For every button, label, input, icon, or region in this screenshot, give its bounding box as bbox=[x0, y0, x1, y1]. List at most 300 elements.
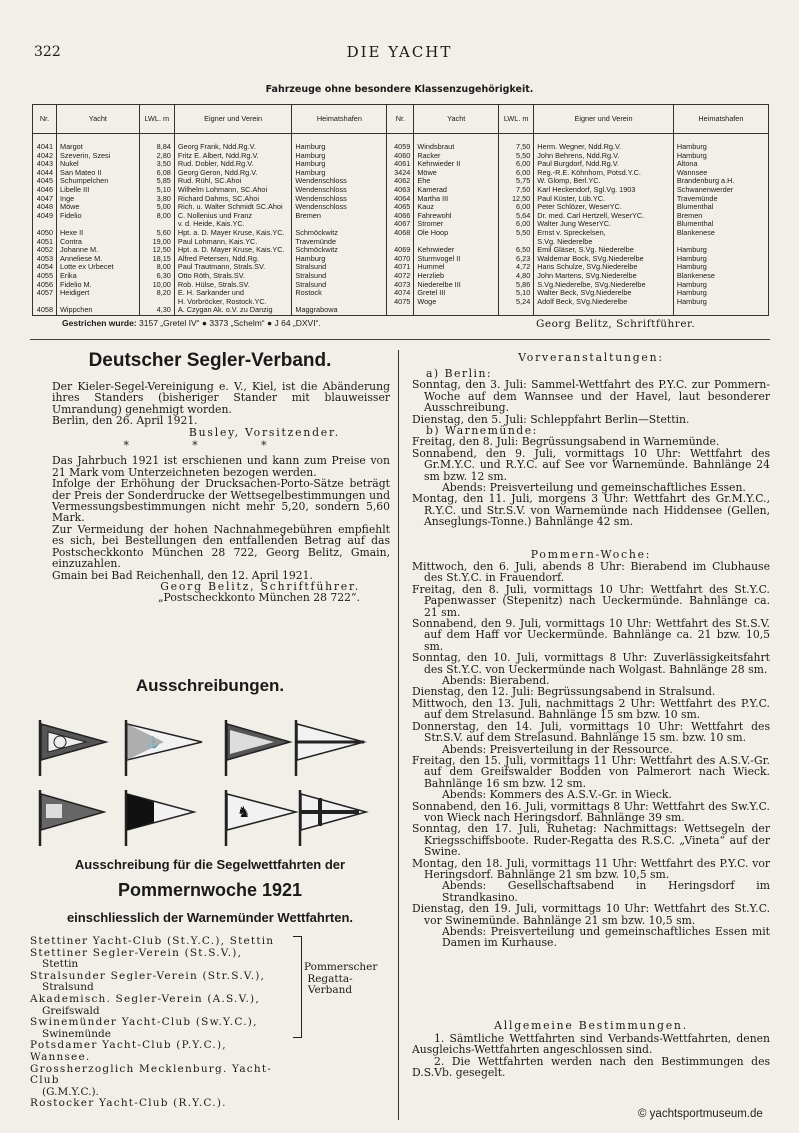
removed-label: Gestrichen wurde: bbox=[62, 318, 137, 328]
row-heimat: Schmöckwitz bbox=[292, 229, 387, 238]
club-entry: Stettiner Segler-Verein (St.S.V.), bbox=[30, 946, 243, 959]
row-eigner: Hpt. a. D. Mayer Kruse, Kais.YC. bbox=[174, 229, 292, 238]
dsv-heading: Deutscher Segler-Verband. bbox=[88, 350, 332, 371]
header-heimat: Heimatshafen bbox=[292, 105, 387, 134]
row-yacht: Lotte ex Urbecet bbox=[57, 263, 140, 272]
row-heimat: Wannsee bbox=[673, 169, 768, 178]
row-yacht: Schumpelchen bbox=[57, 177, 140, 186]
header-lwl: LWL. m bbox=[139, 105, 174, 134]
row-nr: 4074 bbox=[387, 289, 414, 298]
club-entry: Stralsunder Segler-Verein (Str.S.V.), bbox=[30, 969, 266, 982]
row-eigner: Walter Jung WeserYC. bbox=[534, 220, 674, 229]
row-heimat bbox=[673, 238, 768, 247]
club-entry: Akademisch. Segler-Verein (A.S.V.), bbox=[30, 992, 260, 1005]
row-eigner: S.Vg. Niederelbe bbox=[534, 238, 674, 247]
row-heimat bbox=[292, 220, 387, 229]
row-lwl bbox=[499, 306, 534, 315]
row-nr: 4042 bbox=[33, 152, 57, 161]
flag-rostocker-yacht-club bbox=[300, 790, 366, 846]
header-yacht: Yacht bbox=[57, 105, 140, 134]
row-yacht: Windsbraut bbox=[414, 134, 499, 152]
header-nr: Nr. bbox=[387, 105, 414, 134]
ausschreibung-title-1: Ausschreibung für die Segelwettfahrten der bbox=[74, 857, 346, 872]
row-eigner: Adolf Beck, SVg.Niederelbe bbox=[534, 298, 674, 307]
row-yacht: Kamerad bbox=[414, 186, 499, 195]
row-heimat: Stralsund bbox=[292, 263, 387, 272]
row-yacht: Stromer bbox=[414, 220, 499, 229]
row-nr: 4046 bbox=[33, 186, 57, 195]
dsv-paragraph: Der Kieler-Segel-Vereinigung e. V., Kiel, ist die Abänderung ihres Standers (bisheriger Stander mit blauweisser Umrandung) genehmigt worden. bbox=[52, 380, 390, 416]
table-row bbox=[33, 298, 769, 307]
row-eigner: Wilhelm Lohmann, SC.Ahoi bbox=[174, 186, 292, 195]
flag-akademischer-segler-verein bbox=[296, 720, 364, 776]
row-eigner: E. H. Sarkander und bbox=[174, 289, 292, 298]
row-nr: 4041 bbox=[33, 134, 57, 152]
flag-mecklenburg-yacht-club bbox=[226, 790, 296, 846]
row-nr: 4048 bbox=[33, 203, 57, 212]
row-heimat: Hamburg bbox=[292, 152, 387, 161]
table-row bbox=[33, 229, 769, 238]
row-lwl bbox=[139, 298, 174, 307]
row-eigner: Rich. u. Walter Schmidt SC.Ahoi bbox=[174, 203, 292, 212]
row-yacht: Martha III bbox=[414, 195, 499, 204]
club-list bbox=[30, 936, 290, 1110]
row-eigner: Hans Schulze, SVg.Niederelbe bbox=[534, 263, 674, 272]
row-yacht: San Mateo II bbox=[57, 169, 140, 178]
row-nr: 4044 bbox=[33, 169, 57, 178]
row-heimat: Bremen bbox=[673, 212, 768, 221]
row-heimat: Wendenschloss bbox=[292, 177, 387, 186]
header-eigner: Eigner und Verein bbox=[174, 105, 292, 134]
event-entry: Donnerstag, den 14. Juli, vormittags 10 Uhr: Wettfahrt des Str.S.V. auf dem Strelasund. Bahnlänge 15 sm. bzw. 10 sm. bbox=[412, 719, 770, 745]
table-row bbox=[33, 195, 769, 204]
row-nr: 4052 bbox=[33, 246, 57, 255]
row-yacht: Möwe bbox=[414, 169, 499, 178]
row-eigner: Fritz E. Albert, Ndd.Rg.V. bbox=[174, 152, 292, 161]
row-lwl: 6,30 bbox=[139, 272, 174, 281]
row-yacht bbox=[57, 220, 140, 229]
row-heimat: Maggrabowa bbox=[292, 306, 387, 315]
event-entry: Sonntag, den 17. Juli, Ruhetag: Nachmittags: Wettsegeln der Kriegsschiffsboote. Ruder-Regatta des R.S.C. „Vineta“ auf der Swine. bbox=[412, 822, 770, 859]
row-nr bbox=[33, 298, 57, 307]
row-nr: 4047 bbox=[33, 195, 57, 204]
row-nr: 4061 bbox=[387, 160, 414, 169]
row-yacht: Hummel bbox=[414, 263, 499, 272]
row-heimat: Bremen bbox=[292, 212, 387, 221]
row-heimat: Hamburg bbox=[673, 281, 768, 290]
watermark: © yachtsportmuseum.de bbox=[638, 1108, 763, 1120]
row-lwl: 4,72 bbox=[499, 263, 534, 272]
club-entry: Potsdamer Yacht-Club (P.Y.C.), Wannsee. bbox=[30, 1039, 227, 1063]
row-nr: 4054 bbox=[33, 263, 57, 272]
row-eigner: W. Glomp, Berl.YC. bbox=[534, 177, 674, 186]
row-heimat: Hamburg bbox=[673, 255, 768, 264]
row-nr: 4059 bbox=[387, 134, 414, 152]
table-row bbox=[33, 169, 769, 178]
row-nr: 4065 bbox=[387, 203, 414, 212]
row-eigner: Richard Dahms, SC.Ahoi bbox=[174, 195, 292, 204]
table-row bbox=[33, 220, 769, 229]
row-yacht: Inge bbox=[57, 195, 140, 204]
row-yacht: Kauz bbox=[414, 203, 499, 212]
row-heimat: Hamburg bbox=[292, 169, 387, 178]
row-nr: 4075 bbox=[387, 298, 414, 307]
row-yacht: Woge bbox=[414, 298, 499, 307]
row-nr: 4055 bbox=[33, 272, 57, 281]
event-entry: Mittwoch, den 6. Juli, abends 8 Uhr: Bierabend im Clubhause des St.Y.C. in Frauendorf. bbox=[412, 560, 770, 585]
row-nr: 4064 bbox=[387, 195, 414, 204]
row-lwl: 5,85 bbox=[139, 177, 174, 186]
row-yacht: Racker bbox=[414, 152, 499, 161]
event-entry: Abends: Kommers des A.S.V.-Gr. in Wieck. bbox=[442, 788, 672, 802]
row-lwl: 6,00 bbox=[499, 160, 534, 169]
row-heimat: Wendenschloss bbox=[292, 203, 387, 212]
column-divider bbox=[398, 350, 399, 1120]
row-nr: 4058 bbox=[33, 306, 57, 315]
row-yacht: Hexe II bbox=[57, 229, 140, 238]
row-eigner: Paul Lohmann, Kais.YC. bbox=[174, 238, 292, 247]
row-yacht: Contra bbox=[57, 238, 140, 247]
row-nr: 4072 bbox=[387, 272, 414, 281]
club-entry: Grossherzoglich Mecklenburg. Yacht-Club bbox=[30, 1062, 273, 1087]
row-eigner: Rud. Dobler, Ndd.Rg.V. bbox=[174, 160, 292, 169]
row-nr: 4068 bbox=[387, 229, 414, 238]
row-yacht: Möwe bbox=[57, 203, 140, 212]
row-nr: 4050 bbox=[33, 229, 57, 238]
table-row bbox=[33, 160, 769, 169]
row-lwl: 7,50 bbox=[499, 134, 534, 152]
flag-swinemuender-yacht-club bbox=[40, 790, 104, 846]
row-eigner: S.Vg.Niederelbe, SVg.Niederelbe bbox=[534, 281, 674, 290]
vorveranstaltungen-heading: Vorveranstaltungen: bbox=[518, 351, 664, 364]
table-row bbox=[33, 152, 769, 161]
row-yacht bbox=[57, 298, 140, 307]
row-yacht: Wippchen bbox=[57, 306, 140, 315]
flag-stettiner-segler-verein bbox=[126, 720, 202, 776]
row-eigner: John Behrens, Ndd.Rg.V. bbox=[534, 152, 674, 161]
row-eigner: Herm. Wegner, Ndd.Rg.V. bbox=[534, 134, 674, 152]
row-heimat: Schwanenwerder bbox=[673, 186, 768, 195]
row-yacht bbox=[414, 238, 499, 247]
event-entry: Montag, den 11. Juli, morgens 3 Uhr: Wettfahrt des Gr.M.Y.C., R.Y.C. und Str.S.V. von Warnemünde nach Hiddensee (Gellen, Anseglungs-Tonne.) Bahnlänge 42 sm. bbox=[412, 492, 770, 529]
row-heimat: Stralsund bbox=[292, 272, 387, 281]
row-nr bbox=[387, 306, 414, 315]
row-yacht: Fidelio M. bbox=[57, 281, 140, 290]
dsv-paragraph: Das Jahrbuch 1921 ist erschienen und kann zum Preise von 21 Mark vom Unterzeichneten bezogen werden. bbox=[52, 454, 390, 479]
event-entry: Abends: Preisverteilung und gemeinschaftliches Essen. bbox=[442, 481, 746, 495]
header-lwl: LWL. m bbox=[499, 105, 534, 134]
row-eigner: Emil Gläser, S.Vg. Niederelbe bbox=[534, 246, 674, 255]
event-entry: Freitag, den 8. Juli, vormittags 10 Uhr: Wettfahrt des St.Y.C. Papenwasser (Stepenitz) nach Ueckermünde. Bahnlänge ca. 21 sm. bbox=[412, 582, 770, 619]
table-row bbox=[33, 306, 769, 315]
row-heimat: Blankenese bbox=[673, 229, 768, 238]
dsv-stars: * * * bbox=[123, 439, 297, 453]
event-entry: Dienstag, den 12. Juli: Begrüssungsabend in Stralsund. bbox=[412, 685, 716, 699]
row-eigner: Paul Küster, Lüb.YC. bbox=[534, 195, 674, 204]
row-nr: 4043 bbox=[33, 160, 57, 169]
row-lwl: 5,60 bbox=[139, 229, 174, 238]
row-nr: 4057 bbox=[33, 289, 57, 298]
row-lwl: 7,50 bbox=[499, 186, 534, 195]
row-lwl: 12,50 bbox=[139, 246, 174, 255]
row-nr bbox=[33, 220, 57, 229]
dsv-paragraph: Zur Vermeidung der hohen Nachnahmegebühren empfiehlt es sich, bei Bestellungen den entfallenden Betrag auf das Postscheckkonto München 28 722, Georg Belitz, Gmain, einzuzahlen. bbox=[52, 522, 390, 571]
row-lwl: 6,50 bbox=[499, 246, 534, 255]
row-heimat: Altona bbox=[673, 160, 768, 169]
dsv-section bbox=[30, 381, 390, 604]
row-eigner: Waldemar Bock, SVg.Niederelbe bbox=[534, 255, 674, 264]
row-heimat: Hamburg bbox=[292, 134, 387, 152]
row-lwl: 8,00 bbox=[139, 212, 174, 221]
row-eigner: Georg Frank, Ndd.Rg.V. bbox=[174, 134, 292, 152]
club-entry: Rostocker Yacht-Club (R.Y.C.). bbox=[30, 1097, 227, 1110]
row-yacht: Sturmvogel II bbox=[414, 255, 499, 264]
dsv-signature: Busley, Vorsitzender. bbox=[188, 425, 340, 439]
table-row bbox=[33, 177, 769, 186]
table-row bbox=[33, 134, 769, 152]
bracket bbox=[293, 936, 302, 1038]
header-heimat: Heimatshafen bbox=[673, 105, 768, 134]
row-eigner: Georg Geron, Ndd.Rg.V. bbox=[174, 169, 292, 178]
row-eigner: Dr. med. Carl Hertzell, WeserYC. bbox=[534, 212, 674, 221]
row-yacht: Kehrwieder II bbox=[414, 160, 499, 169]
row-eigner: John Martens, SVg.Niederelbe bbox=[534, 272, 674, 281]
row-lwl: 6,23 bbox=[499, 255, 534, 264]
row-nr: 4053 bbox=[33, 255, 57, 264]
row-lwl: 19,00 bbox=[139, 238, 174, 247]
table-row bbox=[33, 255, 769, 264]
event-entry: Abends: Preisverteilung und gemeinschaftliches Essen mit Damen im Kurhause. bbox=[442, 925, 770, 950]
row-eigner: v. d. Heide, Kais.YC. bbox=[174, 220, 292, 229]
row-lwl: 6,00 bbox=[499, 220, 534, 229]
row-yacht: Niederelbe III bbox=[414, 281, 499, 290]
club-flags bbox=[34, 720, 374, 850]
table-row bbox=[33, 263, 769, 272]
table-row bbox=[33, 289, 769, 298]
row-lwl: 6,00 bbox=[499, 169, 534, 178]
row-heimat: Wendenschloss bbox=[292, 195, 387, 204]
row-eigner: Walter Beck, SVg.Niederelbe bbox=[534, 289, 674, 298]
row-yacht: Szeverin, Szesi bbox=[57, 152, 140, 161]
table-row bbox=[33, 212, 769, 221]
row-eigner: Hpt. a. D. Mayer Kruse, Kais.YC. bbox=[174, 246, 292, 255]
table-header-row bbox=[33, 105, 769, 134]
running-title: DIE YACHT bbox=[346, 43, 453, 61]
row-lwl: 8,20 bbox=[139, 289, 174, 298]
row-nr: 4069 bbox=[387, 246, 414, 255]
row-heimat: Schmöckwitz bbox=[292, 246, 387, 255]
row-lwl: 18,15 bbox=[139, 255, 174, 264]
row-heimat: Stralsund bbox=[292, 281, 387, 290]
row-lwl: 5,24 bbox=[499, 298, 534, 307]
allgemeine-list bbox=[412, 1033, 770, 1079]
row-eigner: Ernst v. Spreckelsen, bbox=[534, 229, 674, 238]
page-number: 322 bbox=[34, 44, 61, 60]
event-entry: Dienstag, den 19. Juli, vormittags 10 Uhr: Wettfahrt des St.Y.C. vor Swinemünde. Bahnlänge 21 sm bzw. 10,5 sm. bbox=[412, 902, 770, 927]
row-heimat: Hamburg bbox=[673, 152, 768, 161]
dsv-postscheck: „Postscheckkonto München 28 722“. bbox=[157, 591, 360, 605]
divider bbox=[30, 339, 770, 340]
row-lwl: 5,10 bbox=[139, 186, 174, 195]
event-entry: Sonnabend, den 9. Juli, vormittags 10 Uhr: Wettfahrt des St.S.V. auf dem Haff vor Ueckermünde. Bahnlänge ca. 21 bzw. 10,5 sm. bbox=[412, 617, 770, 653]
ausschreibung-title-2: Pommernwoche 1921 bbox=[117, 880, 303, 900]
row-heimat: Hamburg bbox=[292, 160, 387, 169]
event-entry: a) Berlin: bbox=[426, 367, 493, 380]
row-eigner: Alfred Petersen, Ndd.Rg. bbox=[174, 255, 292, 264]
vorveranstaltungen-list bbox=[412, 368, 770, 528]
row-yacht: Gretel III bbox=[414, 289, 499, 298]
row-yacht: Fidelio bbox=[57, 212, 140, 221]
regatta-verband-label: Pommerscher Regatta-Verband bbox=[304, 961, 378, 996]
row-eigner: Rud. Rühl, SC.Ahoi bbox=[174, 177, 292, 186]
row-yacht: Margot bbox=[57, 134, 140, 152]
event-entry: Sonntag, den 3. Juli: Sammel-Wettfahrt des P.Y.C. zur Pommern-Woche auf dem Wannsee und der Havel, laut besonderer Ausschreibung. bbox=[412, 378, 770, 415]
row-heimat bbox=[673, 306, 768, 315]
row-heimat: Travemünde bbox=[292, 238, 387, 247]
rule-entry: 2. Die Wettfahrten werden nach den Bestimmungen des D.S.Vb. gesegelt. bbox=[412, 1054, 770, 1080]
table-row bbox=[33, 203, 769, 212]
row-lwl: 5,00 bbox=[139, 203, 174, 212]
flag-stettiner-yacht-club bbox=[40, 720, 106, 776]
row-yacht: Nukel bbox=[57, 160, 140, 169]
row-nr: 4071 bbox=[387, 263, 414, 272]
dsv-paragraph: Infolge der Erhöhung der Drucksachen-Porto-Sätze beträgt der Preis der Sonderdrucke der Wettsegelbestimmungen und Vermessungsbestimmungen nicht mehr 5,20, sondern 5,60 Mark. bbox=[52, 477, 390, 525]
removed-text: 3157 „Gretel IV“ ● 3373 „Schelm“ ● J 64 „DXVI“. bbox=[139, 318, 321, 328]
row-heimat: Hamburg bbox=[673, 289, 768, 298]
row-yacht: Ehe bbox=[414, 177, 499, 186]
club-entry: Stralsund bbox=[42, 981, 94, 994]
row-eigner: A. Czygan Ak. o.V. zu Danzig bbox=[174, 306, 292, 315]
event-entry: Abends: Gesellschaftsabend in Heringsdorf im Strandkasino. bbox=[442, 879, 770, 904]
row-nr: 4051 bbox=[33, 238, 57, 247]
row-heimat: Blumenthal bbox=[673, 220, 768, 229]
row-heimat: Travemünde bbox=[673, 195, 768, 204]
event-entry: Freitag, den 8. Juli: Begrüssungsabend in Warnemünde. bbox=[412, 435, 720, 449]
row-lwl: 12,50 bbox=[499, 195, 534, 204]
row-eigner: C. Nollenius und Franz bbox=[174, 212, 292, 221]
row-eigner bbox=[534, 306, 674, 315]
club-entry: Swinemünder Yacht-Club (Sw.Y.C.), bbox=[30, 1016, 258, 1029]
row-lwl: 3,50 bbox=[139, 160, 174, 169]
rule-entry: 1. Sämtliche Wettfahrten sind Verbands-Wettfahrten, denen Ausgleichs-Wettfahrten angeschlossen sind. bbox=[412, 1032, 770, 1057]
row-nr: 4062 bbox=[387, 177, 414, 186]
pommernwoche-heading: Pommern-Woche: bbox=[530, 548, 652, 561]
event-entry: Montag, den 18. Juli, vormittags 11 Uhr: Wettfahrt des P.Y.C. vor Heringsdorf. Bahnlänge 21 sm bzw. 10,5 sm. bbox=[412, 856, 770, 881]
event-entry: Dienstag, den 5. Juli: Schleppfahrt Berlin—Stettin. bbox=[412, 412, 690, 426]
club-entry: Stettiner Yacht-Club (St.Y.C.), Stettin bbox=[30, 935, 275, 947]
ausschreibungen-heading: Ausschreibungen. bbox=[135, 676, 285, 695]
svg-text:⚓: ⚓ bbox=[146, 736, 160, 749]
club-entry: Swinemünde bbox=[42, 1027, 111, 1040]
row-lwl bbox=[499, 238, 534, 247]
row-eigner: Peter Schlözer, WeserYC. bbox=[534, 203, 674, 212]
row-lwl: 4,80 bbox=[499, 272, 534, 281]
row-nr: 4073 bbox=[387, 281, 414, 290]
table-signature: Georg Belitz, Schriftführer. bbox=[536, 318, 696, 330]
event-entry: Sonnabend, den 16. Juli, vormittags 8 Uhr: Wettfahrt des Sw.Y.C. von Wieck nach Heringsdorf. Bahnlänge 39 sm. bbox=[412, 799, 770, 824]
row-nr: 4067 bbox=[387, 220, 414, 229]
flag-potsdamer-yacht-club bbox=[126, 790, 194, 846]
row-yacht bbox=[414, 306, 499, 315]
row-lwl: 6,00 bbox=[499, 203, 534, 212]
event-entry: Sonntag, den 10. Juli, vormittags 8 Uhr: Zuverlässigkeitsfahrt des St.Y.C. von Ueckermünde nach Wolgast. Bahnlänge 28 sm. bbox=[412, 651, 770, 676]
row-nr bbox=[387, 238, 414, 247]
row-lwl: 10,00 bbox=[139, 281, 174, 290]
row-eigner: Otto Röth, Strals.SV. bbox=[174, 272, 292, 281]
row-heimat: Hamburg bbox=[673, 134, 768, 152]
row-lwl: 8,00 bbox=[139, 263, 174, 272]
row-eigner: H. Vorbröcker, Rostock.YC. bbox=[174, 298, 292, 307]
row-lwl: 3,80 bbox=[139, 195, 174, 204]
row-nr: 4056 bbox=[33, 281, 57, 290]
header-nr: Nr. bbox=[33, 105, 57, 134]
row-yacht: Fahrewohl bbox=[414, 212, 499, 221]
row-nr: 3424 bbox=[387, 169, 414, 178]
row-heimat: Hamburg bbox=[673, 298, 768, 307]
row-lwl: 2,80 bbox=[139, 152, 174, 161]
flag-stralsunder-segler-verein bbox=[226, 720, 290, 776]
row-yacht: Erika bbox=[57, 272, 140, 281]
row-heimat: Rostock bbox=[292, 289, 387, 298]
row-nr: 4066 bbox=[387, 212, 414, 221]
row-heimat: Wendenschloss bbox=[292, 186, 387, 195]
dsv-date: Gmain bei Bad Reichenhall, den 12. April 1921. bbox=[52, 568, 313, 582]
club-entry: Stettin bbox=[42, 958, 79, 971]
row-lwl: 5,86 bbox=[499, 281, 534, 290]
row-lwl: 5,50 bbox=[499, 152, 534, 161]
row-heimat bbox=[292, 298, 387, 307]
row-lwl bbox=[139, 220, 174, 229]
event-entry: Mittwoch, den 13. Juli, nachmittags 2 Uhr: Wettfahrt des P.Y.C. auf dem Strelasund. Bahnlänge 15 sm bzw. 10 sm. bbox=[412, 696, 770, 722]
row-nr: 4070 bbox=[387, 255, 414, 264]
row-eigner: Karl Heckendorf, Sgl.Vg. 1903 bbox=[534, 186, 674, 195]
row-yacht: Kehrwieder bbox=[414, 246, 499, 255]
row-eigner: Paul Burgdorf, Ndd.Rg.V. bbox=[534, 160, 674, 169]
svg-text:♞: ♞ bbox=[237, 803, 251, 821]
row-nr: 4045 bbox=[33, 177, 57, 186]
row-heimat: Hamburg bbox=[673, 263, 768, 272]
row-lwl: 5,75 bbox=[499, 177, 534, 186]
row-eigner: Paul Trautmann, Strals.SV. bbox=[174, 263, 292, 272]
event-entry: b) Warnemünde: bbox=[426, 424, 538, 438]
row-heimat: Hamburg bbox=[292, 255, 387, 264]
row-heimat: Blumenthal bbox=[673, 203, 768, 212]
club-entry: (G.M.Y.C.). bbox=[42, 1085, 99, 1098]
yacht-register-table bbox=[32, 104, 769, 316]
event-entry: Freitag, den 15. Juli, vormittags 11 Uhr: Wettfahrt des A.S.V.-Gr. auf dem Greifswalder Bodden von Palmerort nach Wieck. Bahnlänge 16 sm bzw. 12 sm. bbox=[412, 753, 770, 790]
row-nr: 4049 bbox=[33, 212, 57, 221]
pommernwoche-list bbox=[412, 561, 770, 949]
dsv-date: Berlin, den 26. April 1921. bbox=[52, 414, 198, 428]
table-row bbox=[33, 281, 769, 290]
table-title: Fahrzeuge ohne besondere Klassenzugehörigkeit. bbox=[265, 84, 534, 95]
row-lwl: 6,08 bbox=[139, 169, 174, 178]
row-lwl: 5,64 bbox=[499, 212, 534, 221]
event-entry: Abends: Preisverteilung in der Ressource. bbox=[442, 742, 673, 756]
event-entry: Sonnabend, den 9. Juli, vormittags 10 Uhr: Wettfahrt des Gr.M.Y.C. und R.Y.C. auf See vor Warnemünde. Bahnlänge 24 sm bzw. 12 sm. bbox=[412, 446, 770, 483]
table-row bbox=[33, 246, 769, 255]
dsv-signature: Georg Belitz, Schriftführer. bbox=[160, 579, 360, 593]
row-lwl: 5,10 bbox=[499, 289, 534, 298]
row-heimat: Brandenburg a.H. bbox=[673, 177, 768, 186]
row-yacht: Johanne M. bbox=[57, 246, 140, 255]
table-row bbox=[33, 186, 769, 195]
row-eigner: Reg.-R.E. Köhnhorn, Potsd.Y.C. bbox=[534, 169, 674, 178]
row-yacht: Anneliese M. bbox=[57, 255, 140, 264]
table-row bbox=[33, 272, 769, 281]
removed-yachts-note bbox=[62, 318, 321, 328]
header-eigner: Eigner und Verein bbox=[534, 105, 674, 134]
